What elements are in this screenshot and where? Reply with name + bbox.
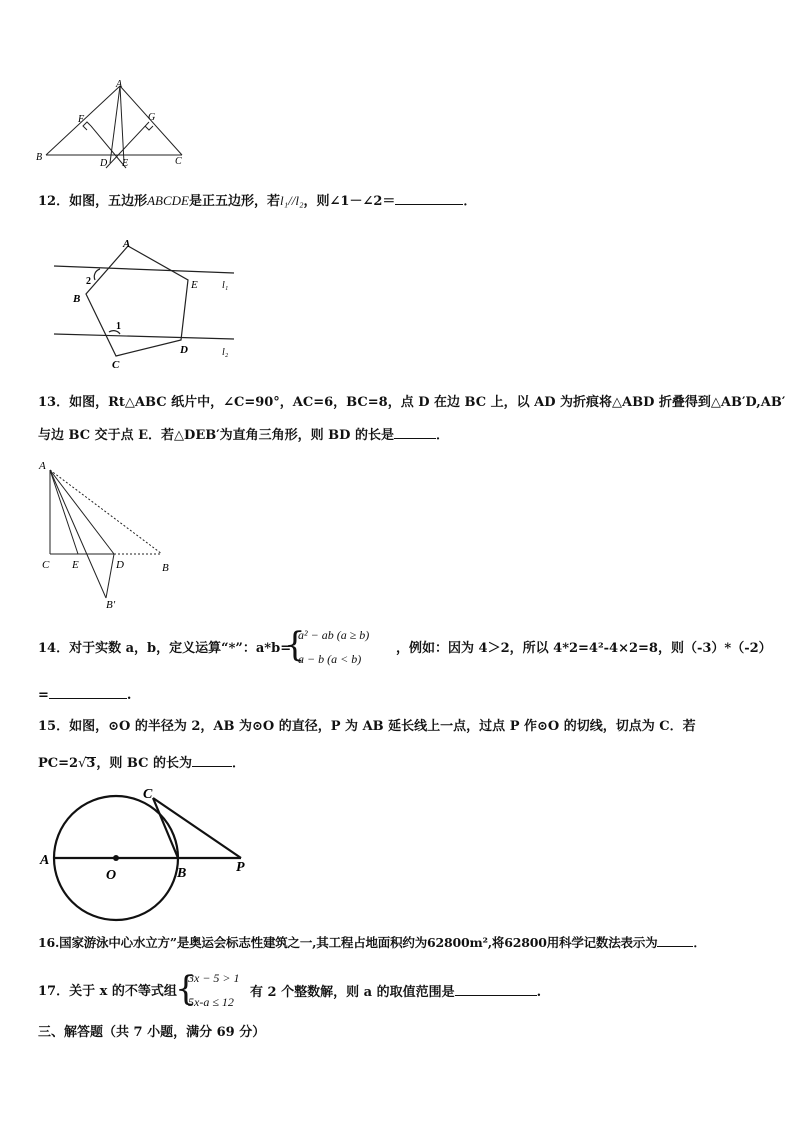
q15-text-mid: ，则 BC 的长为 — [96, 756, 193, 771]
fig12-label-1: 1 — [116, 321, 121, 332]
fig11-label-e: E — [122, 158, 129, 169]
question-13-line-2 — [38, 426, 449, 445]
figure-q11 — [36, 78, 196, 170]
q14-answer-blank[interactable] — [49, 686, 127, 699]
q17-text-end: . — [536, 985, 542, 1000]
q17-text-after: 有 2 个整数解，则 a 的取值范围是 — [250, 985, 455, 1000]
fig13-label-a: A — [39, 460, 46, 472]
q15-answer-blank[interactable] — [192, 754, 232, 767]
figure-q15 — [36, 782, 260, 924]
figure-q13 — [38, 456, 188, 612]
question-17-text-after — [250, 983, 541, 1002]
section-3-title: 三、解答题（共 7 小题，满分 69 分） — [38, 1025, 266, 1040]
fig13-label-e: E — [72, 559, 79, 571]
fig12-label-e: E — [191, 279, 198, 291]
q12-text-mid2: ，则∠1－∠2＝ — [303, 194, 396, 209]
q16-text-end: ． — [693, 935, 706, 950]
fig12-label-b: B — [73, 293, 81, 305]
q14-case-1: a² − ab (a ≥ b) — [298, 628, 370, 642]
question-16 — [38, 934, 706, 952]
question-12 — [38, 192, 476, 211]
question-13-line-1: 13．如图，Rt△ABC 纸片中，∠C=90°，AC=6，BC=8，点 D 在边 BC 上，以 AD 为折痕将△ABD 折叠得到△AB′D,AB′ — [38, 395, 786, 410]
fig11-label-g: G — [148, 112, 156, 123]
q14-equals: = — [38, 688, 49, 703]
q12-pentagon-name: ABCDE — [147, 193, 189, 208]
q16-answer-blank[interactable] — [657, 934, 693, 947]
figure-q12 — [48, 236, 248, 370]
fig11-label-f: F — [78, 114, 85, 125]
q16-text: 16.国家游泳中心水立方”是奥运会标志性建筑之一,其工程占地面积约为62800m²,将62800用科学记数法表示为 — [38, 935, 658, 950]
fig12-label-d: D — [180, 344, 188, 356]
q15-text-end: ． — [232, 756, 246, 771]
fig13-label-b-prime: B′ — [106, 599, 116, 611]
fig13-label-d: D — [116, 559, 124, 571]
fig11-label-a: A — [116, 79, 123, 90]
fig15-label-b: B — [177, 866, 187, 881]
q12-text-before: 如图，五边形 — [69, 194, 148, 209]
question-14-line-2 — [38, 686, 131, 705]
fig12-label-2: 2 — [86, 276, 91, 287]
q17-answer-blank[interactable] — [455, 983, 537, 996]
q12-number: 12． — [38, 194, 70, 209]
q13-text-end: ． — [435, 428, 449, 443]
q12-text-end: ． — [463, 194, 477, 209]
question-14-text-after: ，例如：因为 4＞2，所以 4*2=4²-4×2=8，则（-3）*（-2） — [396, 641, 772, 656]
q17-case-1: 3x − 5 > 1 — [188, 971, 240, 985]
question-15-line-1: 15．如图，⊙O 的半径为 2，AB 为⊙O 的直径，P 为 AB 延长线上一点，过点 P 作⊙O 的切线，切点为 C．若 — [38, 719, 696, 734]
q12-text-mid: 是正五边形，若 — [189, 194, 281, 209]
fig15-label-o: O — [106, 868, 117, 883]
sqrt-icon: √ — [78, 756, 87, 771]
fig12-label-a: A — [123, 238, 131, 250]
fig15-label-p: P — [236, 860, 245, 875]
q12-parallel: l₁//l₂ — [280, 193, 304, 208]
q13-text-before: 与边 BC 交于点 E．若△DEB′为直角三角形，则 BD 的长是 — [38, 428, 394, 443]
question-17-text-before: 17．关于 x 的不等式组 — [38, 984, 177, 999]
fig13-label-b: B — [162, 562, 169, 574]
fig12-label-l1: l₁ — [222, 280, 229, 291]
question-14-text-before: 14．对于实数 a，b，定义运算“*”：a*b= — [38, 641, 292, 656]
fig11-label-b: B — [36, 152, 43, 163]
q17-brace: { — [175, 969, 197, 1009]
fig13-label-c: C — [42, 559, 50, 571]
q14-brace: { — [284, 625, 306, 665]
fig15-label-a: A — [40, 853, 50, 868]
q14-case-2: a − b (a < b) — [298, 652, 362, 666]
q15-text-before: PC=2 — [38, 756, 79, 771]
fig15-label-c: C — [143, 787, 153, 802]
question-15-line-2 — [38, 754, 245, 773]
q17-case-2: 5x-a ≤ 12 — [188, 995, 234, 1009]
fig12-label-l2: l₂ — [222, 347, 229, 358]
fig11-label-c: C — [175, 156, 182, 167]
q13-answer-blank[interactable] — [394, 426, 436, 439]
center-point-o — [113, 855, 119, 861]
q15-sqrt-value: 3 — [86, 756, 96, 771]
q14-text-end: . — [126, 688, 132, 703]
fig12-label-c: C — [112, 359, 120, 370]
fig11-label-d: D — [100, 158, 108, 169]
q12-answer-blank[interactable] — [395, 192, 463, 205]
